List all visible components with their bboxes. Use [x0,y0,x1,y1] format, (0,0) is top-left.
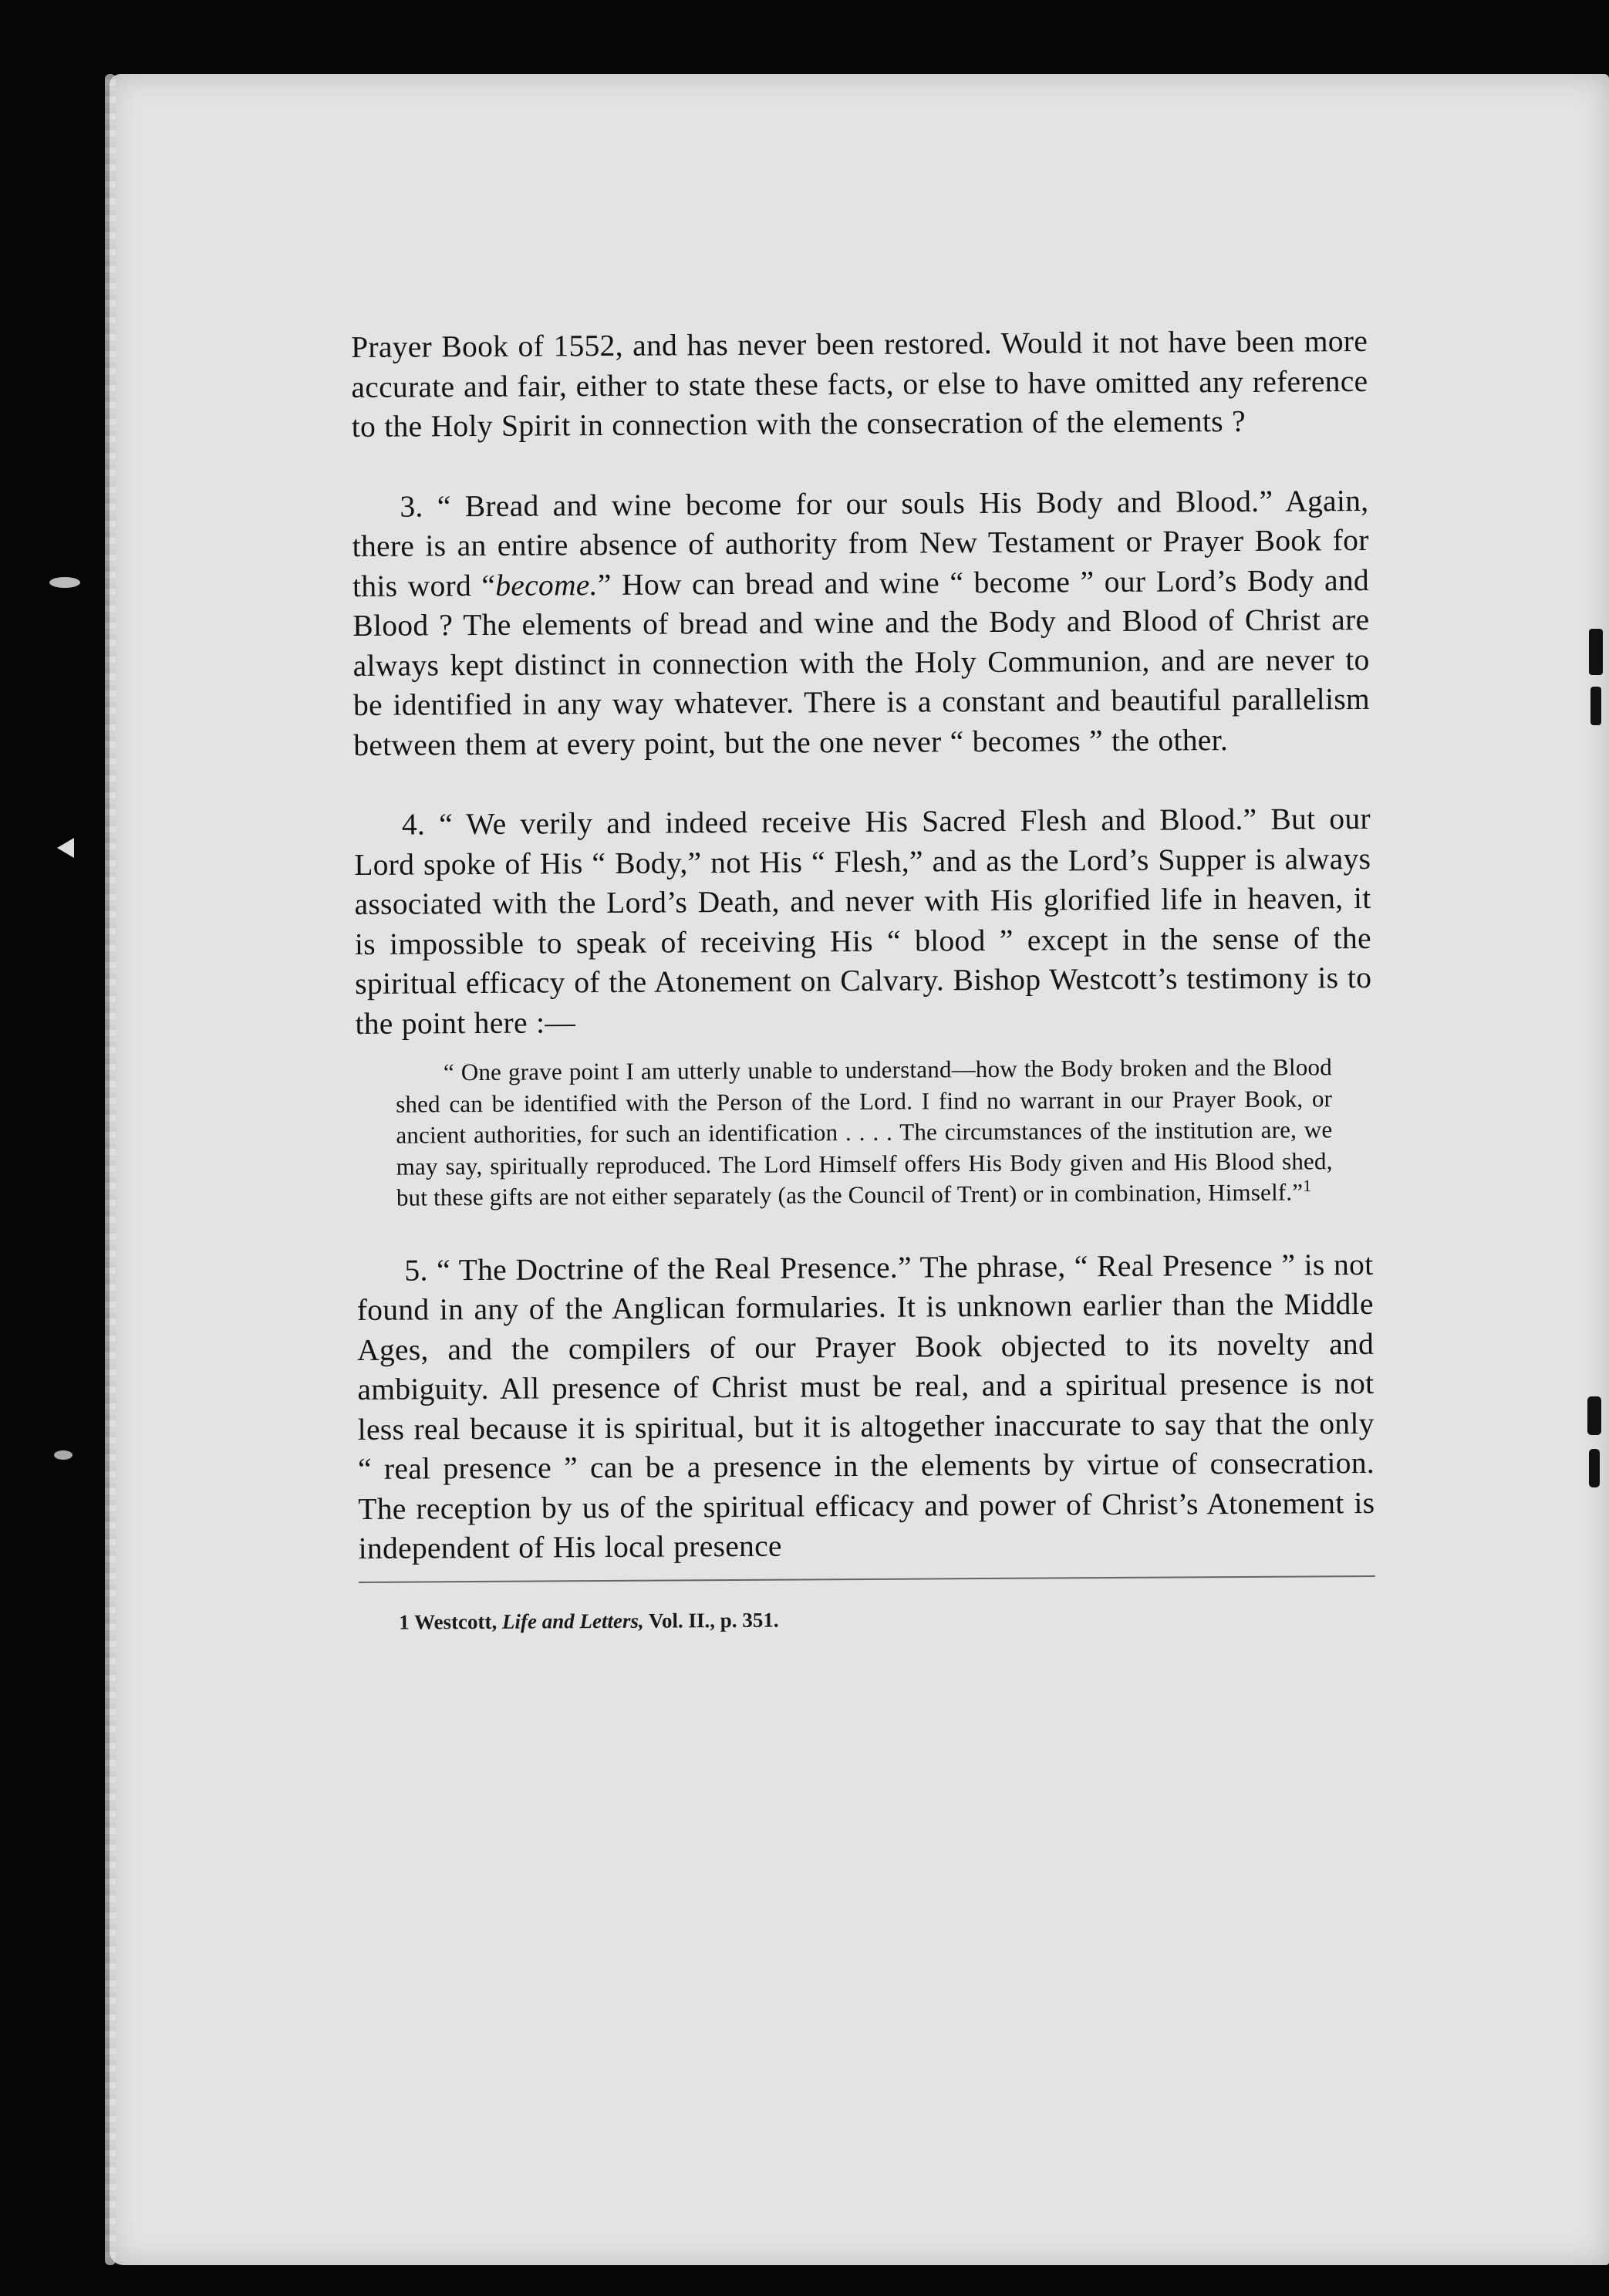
paragraph-3-text-rest: ” How can bread and wine “ become ” our Lord’s Body and Blood ? The elements of bread and wine and the Body and Blood of Christ are always kept distinct in connection with the Holy Communion, and are never to be identified in any way whatever. There is a constant and beautiful parallelism between them at every point, but the one never “ becomes ” the other. [352,562,1371,762]
block-quote-text: “ One grave point I am utterly unable to understand—how the Body broken and the Blood shed can be identified with the Person of the Lord. I find no warrant in our Prayer Book, or ancient authorities, for such an identification . . . . The circumstances of the institution are, we may say, spiritually reproduced. The Lord Himself offers His Body given and His Blood shed, but these gifts are not either separately (as the Council of Trent) or in combination, Himself.” [396,1053,1333,1211]
footnote-ref: Vol. II., p. 351. [648,1608,779,1633]
footnote-author: Westcott, [413,1609,498,1634]
paragraph-4: 4. “ We verily and indeed receive His Sacred Flesh and Blood.” But our Lord spoke of His “ Body,” not His “ Flesh,” and as the Lord’s Supper is always associated with the Lord’s Death, and never with His glorified life in heaven, it is impossible to speak of receiving His “ blood ” except in the sense of the spiritual efficacy of the Atonement on Calvary. Bishop Westcott’s testimony is to the point here :— [354,801,1372,1041]
paragraph-3 [352,481,1370,765]
edge-mark [1589,1449,1600,1487]
body-text [351,322,1375,1636]
edge-mark [1589,629,1603,675]
edge-mark [1590,687,1601,725]
edge-mark [1587,1396,1601,1435]
margin-blot [57,838,74,858]
block-quote [396,1052,1333,1214]
paragraph-5: 5. “ The Doctrine of the Real Presence.” The phrase, “ Real Presence ” is not found in any of the Anglican formularies. It is unknown earlier than the Middle Ages, and the compilers of our Prayer Book objected to its novelty and ambiguity. All presence of Christ must be real, and a spiritual presence is not less real because it is spiritual, but it is altogether inaccurate to say that the only “ real presence ” can be a presence in the elements by virtue of consecration. The reception by us of the spiritual efficacy and power of Christ’s Atonement is independent of His local presence [356,1247,1375,1565]
margin-blot [49,577,80,588]
footnote-divider [359,1575,1375,1582]
footnote-reference: 1 [1303,1177,1312,1196]
margin-blot [54,1450,73,1460]
footnote-work: Life and Letters, [501,1609,644,1633]
paragraph-3-italic-word: become. [495,567,598,603]
footnote-mark: 1 [399,1610,410,1634]
paragraph-3-text: 3. “ Bread and wine become for our souls His Body and Blood.” Again, there is an entire absence of authority from New Testament or Prayer Book for this word “ [352,483,1369,603]
paragraph-continued: Prayer Book of 1552, and has never been restored. Would it not have been more accurate and fair, either to state these facts, or else to have omitted any reference to the Holy Spirit in connection with the consecration of the elements ? [351,323,1368,444]
